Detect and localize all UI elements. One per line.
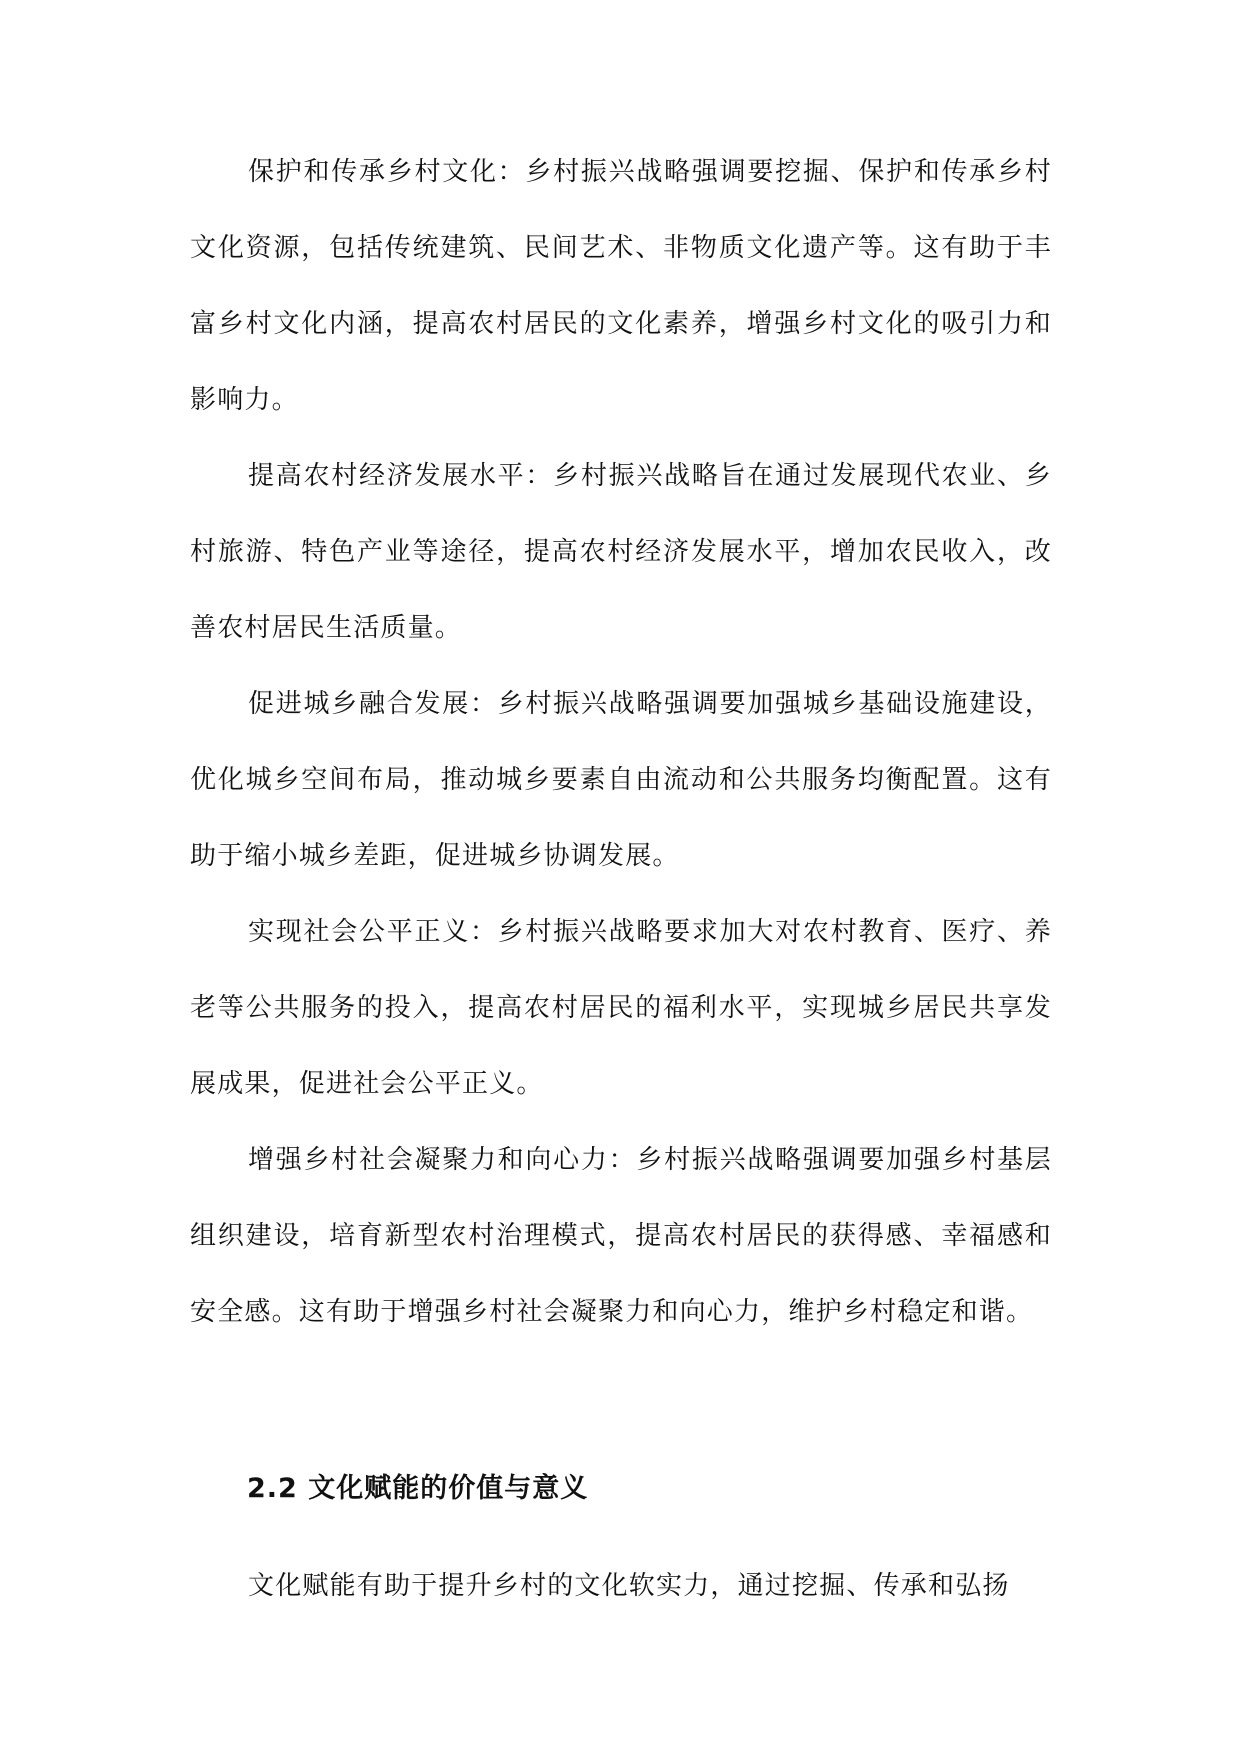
paragraph-rural-economy: 提高农村经济发展水平：乡村振兴战略旨在通过发展现代农业、乡村旅游、特色产业等途径，提高农村经济发展水平，增加农民收入，改善农村居民生活质量。	[190, 461, 1052, 643]
paragraph-cultural-heritage: 保护和传承乡村文化：乡村振兴战略强调要挖掘、保护和传承乡村文化资源，包括传统建筑、民间艺术、非物质文化遗产等。这有助于丰富乡村文化内涵，提高农村居民的文化素养，增强乡村文化的吸引力和影响力。	[190, 157, 1052, 415]
paragraph-cultural-empowerment: 文化赋能有助于提升乡村的文化软实力，通过挖掘、传承和弘扬	[248, 1571, 1010, 1601]
paragraph-social-cohesion: 增强乡村社会凝聚力和向心力：乡村振兴战略强调要加强乡村基层组织建设，培育新型农村治理模式，提高农村居民的获得感、幸福感和安全感。这有助于增强乡村社会凝聚力和向心力，维护乡村稳定和谐。	[190, 1145, 1052, 1327]
paragraph-urban-rural-integration: 促进城乡融合发展：乡村振兴战略强调要加强城乡基础设施建设，优化城乡空间布局，推动城乡要素自由流动和公共服务均衡配置。这有助于缩小城乡差距，促进城乡协调发展。	[190, 689, 1052, 871]
paragraph-social-equity: 实现社会公平正义：乡村振兴战略要求加大对农村教育、医疗、养老等公共服务的投入，提高农村居民的福利水平，实现城乡居民共享发展成果，促进社会公平正义。	[190, 917, 1052, 1099]
section-heading: 2.2 文化赋能的价值与意义	[247, 1473, 589, 1504]
